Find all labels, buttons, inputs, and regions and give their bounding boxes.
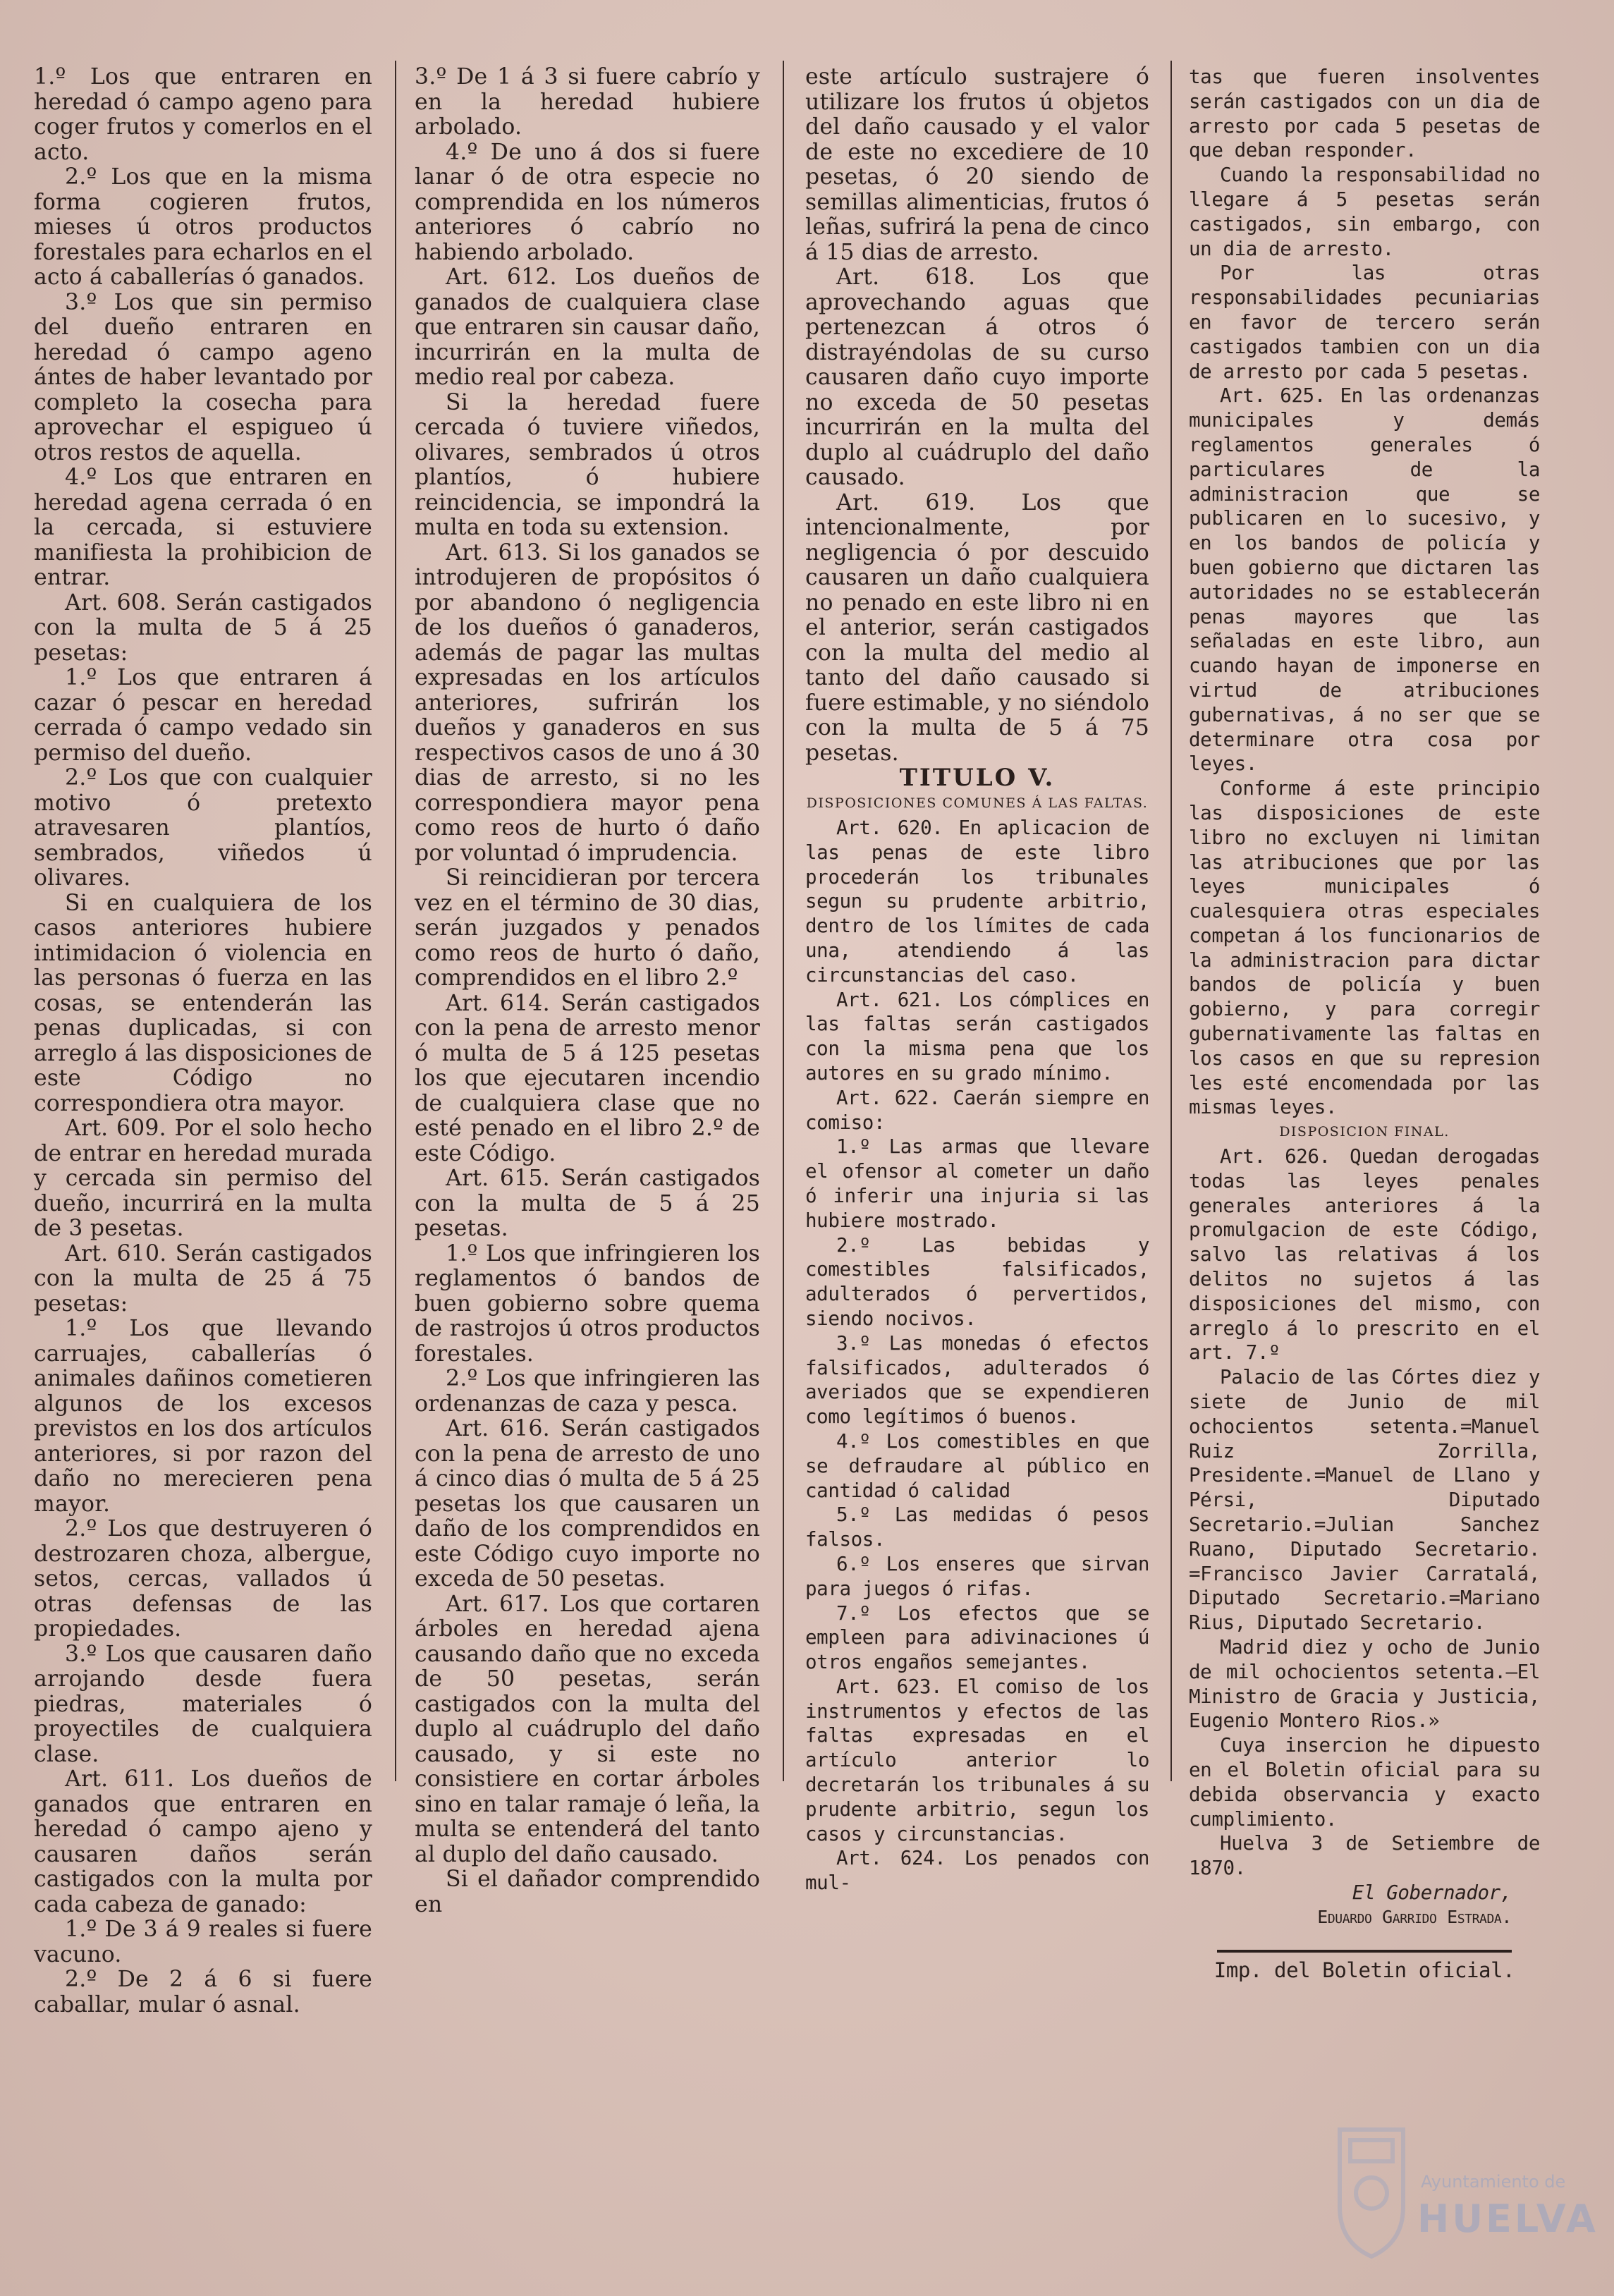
paragraph: 1.º Los que entraren en heredad ó campo ageno para coger frutos y comerlos en el acto. bbox=[34, 64, 372, 165]
paragraph: 4.º De uno á dos si fuere lanar ó de otra especie no comprendida en los números anteriores ó cabrío no habiendo arbolado. bbox=[415, 139, 760, 265]
paragraph: Art. 624. Los penados con mul- bbox=[805, 1847, 1149, 1895]
column-rule bbox=[783, 61, 784, 1781]
paragraph: este artículo sustrajere ó utilizare los frutos ú objetos del daño causado y el valor de este no excediere de 10 pesetas, ó 20 siendo de semillas alimenticias, frutos ó leñas, sufrirá la pena de cinco á 15 dias de arresto. bbox=[805, 64, 1149, 265]
paragraph: Art. 613. Si los ganados se introdujeren de propósitos ó por abandono ó negligencia de los dueños ó ganaderos, además de pagar las multas expresadas en los artículos anteriores, sufrirán los dueños y ganaderos en sus respectivos casos de uno á 30 dias de arresto, si no les correspondiera mayor pena como reos de hurto ó daño por voluntad ó imprudencia. bbox=[415, 539, 760, 866]
paragraph: 2.º De 2 á 6 si fuere caballar, mular ó asnal. bbox=[34, 1967, 372, 2017]
paragraph: Cuya insercion he dipuesto en el Boletin oficial para su debida observancia y exacto cumplimiento. bbox=[1189, 1734, 1540, 1831]
section-subheading: DISPOSICIONES COMUNES Á LAS FALTAS. bbox=[806, 795, 1149, 811]
paragraph: Si la heredad fuere cercada ó tuviere viñedos, olivares, sembrados ú otros plantíos, ó hubiere reincidencia, se impondrá la multa en toda su extension. bbox=[415, 389, 760, 540]
divider bbox=[1217, 1950, 1512, 1953]
paragraph: 1.º Las armas que llevare el ofensor al cometer un daño ó inferir una injuria si las hubiere mostrado. bbox=[805, 1135, 1149, 1232]
paragraph: Art. 610. Serán castigados con la multa de 25 á 75 pesetas: bbox=[34, 1240, 372, 1317]
final-provision-heading: DISPOSICION FINAL. bbox=[1279, 1124, 1450, 1140]
paragraph: Art. 608. Serán castigados con la multa de 5 á 25 pesetas: bbox=[34, 590, 372, 666]
paragraph: Art. 625. En las ordenanzas municipales y demás reglamentos generales ó particulares de la administracion que se publicaren en lo sucesivo, y en los bandos de policía y buen gobierno que dictaren las autoridades no se establecerán penas mayores que las señaladas en este libro, aun cuando hayan de imponerse en virtud de atribuciones gubernativas, á no ser que se determinare otra cosa por leyes. bbox=[1189, 384, 1540, 776]
paragraph: 2.º Los que destruyeren ó destrozaren choza, albergue, setos, cercas, vallados ú otras defensas de las propiedades. bbox=[34, 1516, 372, 1642]
column-2 bbox=[415, 65, 760, 1917]
paragraph: 1.º Los que entraren á cazar ó pescar en heredad cerrada ó campo vedado sin permiso del dueño. bbox=[34, 665, 372, 766]
paragraph: 4.º Los que entraren en heredad agena cerrada ó en la cercada, si estuviere manifiesta la prohibicion de entrar. bbox=[34, 465, 372, 590]
paragraph: 3.º Los que sin permiso del dueño entraren en heredad ó campo ageno ántes de haber levantado por completo la cosecha para aprovechar el espigueo ú otros restos de aquella. bbox=[34, 289, 372, 465]
paragraph: Art. 626. Quedan derogadas todas las leyes penales generales anteriores á la promulgacion de este Código, salvo las relativas á los delitos no sujetos á las disposiciones del mismo, con arreglo á lo prescrito en el art. 7.º bbox=[1189, 1145, 1540, 1364]
paragraph: 6.º Los enseres que sirvan para juegos ó rifas. bbox=[805, 1552, 1149, 1600]
paragraph: 3.º Las monedas ó efectos falsificados, adulterados ó averiados que se expendieren como legítimos ó buenos. bbox=[805, 1331, 1149, 1429]
paragraph: 3.º De 1 á 3 si fuere cabrío y en la heredad hubiere arbolado. bbox=[415, 64, 760, 140]
paragraph: Art. 615. Serán castigados con la multa de 5 á 25 pesetas. bbox=[415, 1166, 760, 1241]
paragraph: Cuando la responsabilidad no llegare á 5 pesetas serán castigados, sin embargo, con un dia de arresto. bbox=[1189, 164, 1540, 260]
paragraph: Art. 609. Por el solo hecho de entrar en heredad murada y cercada sin permiso del dueño, incurrirá en la multa de 3 pesetas. bbox=[34, 1116, 372, 1241]
paragraph: Art. 617. Los que cortaren árboles en heredad ajena causando daño que no exceda de 50 pesetas, serán castigados con la multa del duplo al cuádruplo del daño causado, y si este no consistiere en cortar árboles sino en talar ramaje ó leña, la multa se entenderá del tanto al duplo del daño causado. bbox=[415, 1591, 760, 1867]
governor-name: Eduardo Garrido Estrada. bbox=[1317, 1906, 1512, 1927]
paragraph: 2.º Los que con cualquier motivo ó pretexto atravesaren plantíos, sembrados, viñedos ú olivares. bbox=[34, 765, 372, 891]
paragraph: 2.º Las bebidas y comestibles falsificados, adulterados ó pervertidos, siendo nocivos. bbox=[805, 1233, 1149, 1330]
paragraph: 2.º Los que infringieren las ordenanzas de caza y pesca. bbox=[415, 1366, 760, 1417]
imprint: Imp. del Boletin oficial. bbox=[1213, 1958, 1515, 1982]
paragraph: Si reincidieran por tercera vez en el término de 30 dias, serán juzgados y penados como reos de hurto ó daño, comprendidos en el libro 2.º bbox=[415, 865, 760, 991]
governor-title: El Gobernador, bbox=[1352, 1881, 1512, 1904]
paragraph: Si el dañador comprendido en bbox=[415, 1867, 760, 1917]
paragraph: 1.º Los que llevando carruajes, caballerías ó animales dañinos cometieren algunos de los excesos previstos en los dos artículos anteriores, si por razon del daño no merecieren pena mayor. bbox=[34, 1316, 372, 1517]
paragraph: Art. 612. Los dueños de ganados de cualquiera clase que entraren sin causar daño, incurrirán en la multa de medio real por cabeza. bbox=[415, 264, 760, 390]
paragraph: Conforme á este principio las disposiciones de este libro no excluyen ni limitan las atribuciones que por las leyes municipales ó cualesquiera otras especiales competan á los funcionarios de la administracion para dictar bandos de policía y buen gobierno, y para corregir gubernativamente las faltas en los casos en que su represion les esté encomendada por las mismas leyes. bbox=[1189, 777, 1540, 1119]
paragraph: Art. 611. Los dueños de ganados que entraren en heredad ó campo ajeno y causaren daños serán castigados con la multa por cada cabeza de ganado: bbox=[34, 1766, 372, 1917]
paragraph: Huelva 3 de Setiembre de 1870. bbox=[1189, 1832, 1540, 1880]
paragraph: Art. 620. En aplicacion de las penas de este libro procederán los tribunales segun su prudente arbitrio, dentro de los límites de cada una, atendiendo á las circunstancias del caso. bbox=[805, 817, 1149, 987]
paragraph: Art. 619. Los que intencionalmente, por negligencia ó por descuido causaren un daño cualquiera no penado en este libro ni en el anterior, serán castigados con la multa del medio al tanto del daño causado si fuere estimable, y no siéndolo con la multa de 5 á 75 pesetas. bbox=[805, 489, 1149, 766]
paragraph: Art. 614. Serán castigados con la pena de arresto menor ó multa de 5 á 125 pesetas los que ejecutaren incendio de cualquiera clase que no esté penado en el libro 2.º de este Código. bbox=[415, 990, 760, 1166]
paragraph: 4.º Los comestibles en que se defraudare al público en cantidad ó calidad bbox=[805, 1429, 1149, 1502]
paragraph: 7.º Los efectos que se empleen para adivinaciones ú otros engaños semejantes. bbox=[805, 1601, 1149, 1674]
paragraph: tas que fueren insolventes serán castigados con un dia de arresto por cada 5 pesetas de que deban responder. bbox=[1189, 66, 1540, 162]
column-4 bbox=[1189, 65, 1540, 1982]
watermark-subtitle: Ayuntamiento de bbox=[1421, 2172, 1566, 2192]
column-rule bbox=[395, 61, 396, 1781]
column-1 bbox=[34, 65, 372, 2017]
column-3 bbox=[805, 65, 1149, 1895]
paragraph: Art. 622. Caerán siempre en comiso: bbox=[805, 1086, 1149, 1134]
paragraph: Por las otras responsabilidades pecuniarias en favor de tercero serán castigados tambien con un dia de arresto por cada 5 pesetas. bbox=[1189, 262, 1540, 383]
column-rule bbox=[1170, 61, 1172, 1781]
paragraph: Art. 616. Serán castigados con la pena de arresto de uno á cinco dias ó multa de 5 á 25 pesetas los que causaren un daño de los comprendidos en este Código cuyo importe no exceda de 50 pesetas. bbox=[415, 1416, 760, 1592]
paragraph: 3.º Los que causaren daño arrojando desde fuera piedras, materiales ó proyectiles de cualquiera clase. bbox=[34, 1641, 372, 1767]
paragraph: Si en cualquiera de los casos anteriores hubiere intimidacion ó violencia en las personas ó fuerza en las cosas, se entenderán las penas duplicadas, si con arreglo á las disposiciones de este Código no correspondiera otra mayor. bbox=[34, 890, 372, 1116]
paragraph: 5.º Las medidas ó pesos falsos. bbox=[805, 1503, 1149, 1551]
watermark-name: HUELVA bbox=[1417, 2197, 1598, 2241]
paragraph: 1.º De 3 á 9 reales si fuere vacuno. bbox=[34, 1917, 372, 1967]
section-title: TITULO V. bbox=[899, 764, 1056, 792]
paragraph: 2.º Los que en la misma forma cogieren frutos, mieses ú otros productos forestales para echarlos en el acto á caballerías ó ganados. bbox=[34, 164, 372, 290]
city-crest-watermark bbox=[1319, 2101, 1601, 2285]
paragraph: 1.º Los que infringieren los reglamentos ó bandos de buen gobierno sobre quema de rastrojos ú otros productos forestales. bbox=[415, 1240, 760, 1367]
paragraph: Art. 621. Los cómplices en las faltas serán castigados con la misma pena que los autores en su grado mínimo. bbox=[805, 988, 1149, 1085]
paragraph: Art. 618. Los que aprovechando aguas que pertenezcan á otros ó distrayéndolas de su curso causaren daño cuyo importe no exceda de 50 pesetas incurrirán en la multa del duplo al cuádruplo del daño causado. bbox=[805, 264, 1149, 490]
paragraph: Madrid diez y ocho de Junio de mil ochocientos setenta.—El Ministro de Gracia y Justicia, Eugenio Montero Rios.» bbox=[1189, 1636, 1540, 1733]
paragraph: Art. 623. El comiso de los instrumentos y efectos de las faltas expresadas en el artículo anterior lo decretarán los tribunales á su prudente arbitrio, segun los casos y circunstancias. bbox=[805, 1675, 1149, 1845]
paragraph: Palacio de las Córtes diez y siete de Junio de mil ochocientos setenta.=Manuel Ruiz Zorrilla, Presidente.=Manuel de Llano y Pérsi, Diputado Secretario.=Julian Sanchez Ruano, Diputado Secretario. =Francisco Javier Carratalá, Diputado Secretario.=Mariano Rius, Diputado Secretario. bbox=[1189, 1366, 1540, 1635]
